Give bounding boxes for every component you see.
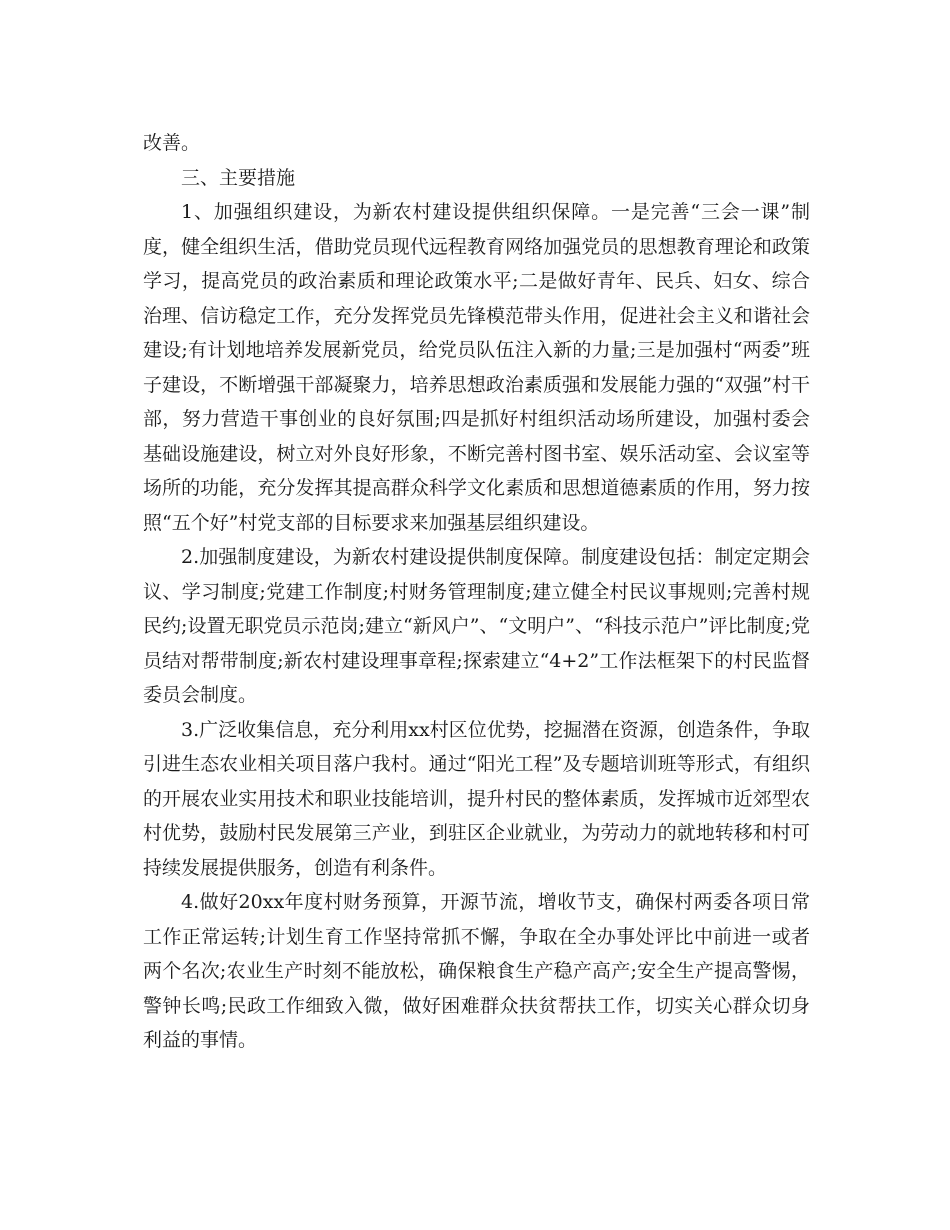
paragraph-system-building: 2.加强制度建设，为新农村建设提供制度保障。制度建设包括：制定定期会议、学习制度;党建工作制度;村财务管理制度;建立健全村民议事规则;完善村规民约;设置无职党员示范岗;建立“新风户”、“文明户”、“科技示范户”评比制度;党员结对帮带制度;新农村建设理事章程;探索建立“4+2”工作法框架下的村民监督委员会制度。 bbox=[143, 546, 810, 706]
paragraph-organization-building: 1、加强组织建设，为新农村建设提供组织保障。一是完善“三会一课”制度，健全组织生活，借助党员现代远程教育网络加强党员的思想教育理论和政策学习，提高党员的政治素质和理论政策水平;二是做好青年、民兵、妇女、综合治理、信访稳定工作，充分发挥党员先锋模范带头作用，促进社会主义和谐社会建设;有计划地培养发展新党员，给党员队伍注入新的力量;三是加强村“两委”班子建设，不断增强干部凝聚力，培养思想政治素质强和发展能力强的“双强”村干部，努力营造干事创业的良好氛围;四是抓好村组织活动场所建设，加强村委会基础设施建设，树立对外良好形象，不断完善村图书室、娱乐活动室、会议室等场所的功能，充分发挥其提高群众科学文化素质和思想道德素质的作用，努力按照“五个好”村党支部的目标要求来加强基层组织建设。 bbox=[143, 201, 810, 534]
section-heading-main-measures: 三、主要措施 bbox=[181, 166, 296, 189]
paragraph-information-collection: 3.广泛收集信息，充分利用xx村区位优势，挖掘潜在资源，创造条件，争取引进生态农业相关项目落户我村。通过“阳光工程”及专题培训班等形式，有组织的开展农业实用技术和职业技能培训，提升村民的整体素质，发挥城市近郊型农村优势，鼓励村民发展第三产业，到驻区企业就业，为劳动力的就地转移和村可持续发展提供服务，创造有利条件。 bbox=[143, 718, 810, 879]
paragraph-continuation: 改善。 bbox=[143, 132, 201, 154]
paragraph-finance-budget: 4.做好20xx年度村财务预算，开源节流，增收节支，确保村两委各项日常工作正常运转;计划生育工作坚持常抓不懈，争取在全办事处评比中前进一或者两个名次;农业生产时刻不能放松，确保粮食生产稳产高产;安全生产提高警惕，警钟长鸣;民政工作细致入微，做好困难群众扶贫帮扶工作，切实关心群众切身利益的事情。 bbox=[143, 891, 810, 1051]
document-body bbox=[143, 126, 810, 1058]
